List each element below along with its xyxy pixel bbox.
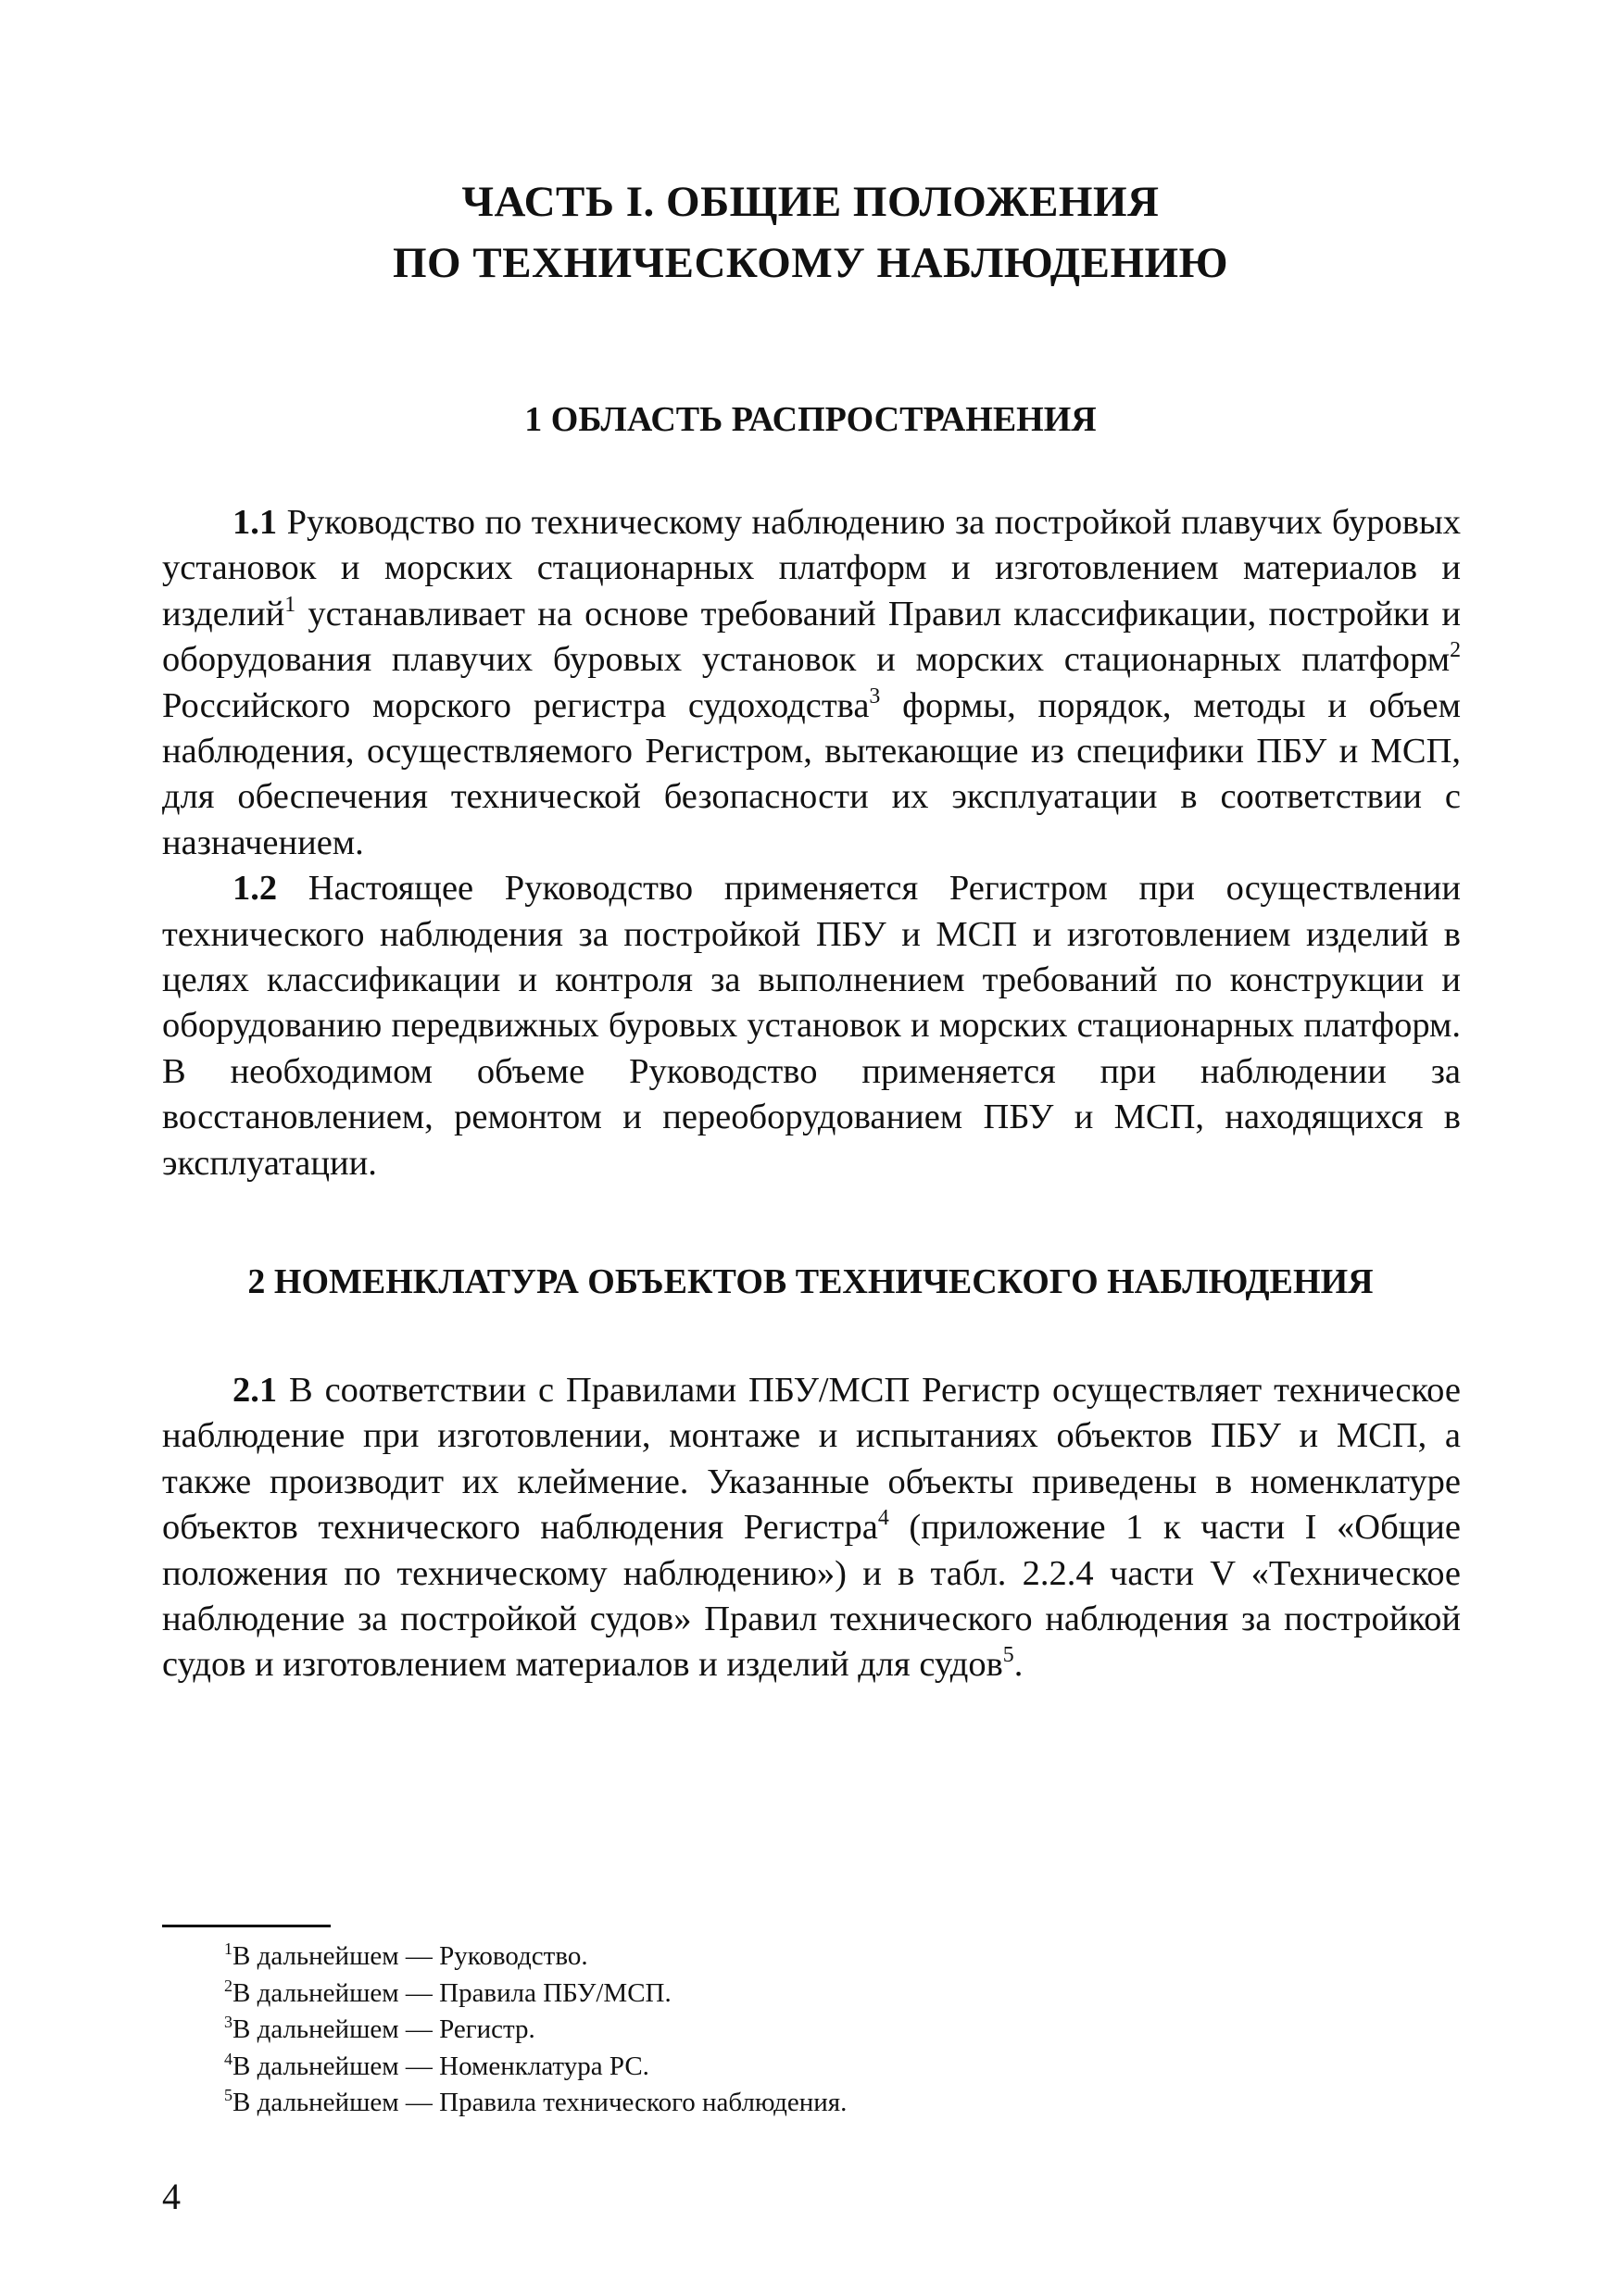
footnote-1: $^1$В дальнейшем — Руководство. (224, 1938, 588, 1971)
part-title (157, 171, 1464, 294)
paragraph-1-1: 1.1 Руководство по техническому наблюдению за постройкой плавучих буровых установок и морских стационарных платформ и изготовлением материалов и изделий$^1$ устанавливает на основе требований Правил классификации, постройки и оборудования плавучих буровых установок и морских стационарных платформ$^2$ Российского морского регистра судоходства$^3$ формы, порядок, методы и объем наблюдения, осуществляемого Регистром, вытекающие из специфики ПБУ и МСП, для обеспечения технической безопасности их эксплуатации в соответствии с назначением. (162, 503, 1461, 862)
footnote-ref-5: 5 (1002, 1643, 1014, 1668)
footnote-ref-4: 4 (877, 1506, 889, 1531)
section-1-heading: 1 ОБЛАСТЬ РАСПРОСТРАНЕНИЯ (524, 400, 1097, 439)
footnote-3: $^3$В дальнейшем — Регистр. (224, 2012, 535, 2044)
section-2-body (162, 1368, 1461, 1688)
footnote-separator (162, 1925, 331, 1927)
footnote-ref-2: 2 (1450, 638, 1461, 663)
paragraph-2-1: 2.1 В соответствии с Правилами ПБУ/МСП Регистр осуществляет техническое наблюдение при изготовлении, монтаже и испытаниях объектов ПБУ и МСП, а также производит их клеймение. Указанные объекты приведены в номенклатуре объектов технического наблюдения Регистра$^4$ (приложение 1 к части I «Общие положения по техническому наблюдению») и в табл. 2.2.4 части V «Техническое наблюдение за постройкой судов» Правил технического наблюдения за постройкой судов и изготовлением материалов и изделий для судов$^5$. (162, 1371, 1462, 1685)
part-title-line-1: ЧАСТЬ I. ОБЩИЕ ПОЛОЖЕНИЯ (461, 178, 1160, 226)
footnote-ref-1: 1 (284, 593, 296, 618)
footnote-ref-3: 3 (869, 684, 881, 709)
section-2-heading: 2 НОМЕНКЛАТУРА ОБЪЕКТОВ ТЕХНИЧЕСКОГО НАБЛЮДЕНИЯ (247, 1262, 1374, 1301)
paragraph-number: 1.2 (232, 869, 278, 909)
section-1-body (162, 500, 1461, 1186)
part-title-line-2: ПО ТЕХНИЧЕСКОМУ НАБЛЮДЕНИЮ (392, 239, 1228, 287)
paragraph-number: 1.1 (232, 503, 278, 542)
paragraph-1-2: 1.2 Настоящее Руководство применяется Регистром при осуществлении технического наблюдения за постройкой ПБУ и МСП и изготовлением изделий в целях классификации и контроля за выполнением требований по конструкции и оборудованию передвижных буровых установок и морских стационарных платформ. В необходимом объеме Руководство применяется при наблюдении за восстановлением, ремонтом и переоборудованием ПБУ и МСП, находящихся в эксплуатации. (162, 869, 1461, 1183)
paragraph-number: 2.1 (232, 1371, 278, 1410)
page-number: 4 (162, 2176, 181, 2217)
footnote-4: $^4$В дальнейшем — Номенклатура РС. (224, 2049, 649, 2081)
footnotes (224, 1938, 847, 2122)
footnote-5: $^5$В дальнейшем — Правила технического наблюдения. (224, 2085, 848, 2117)
footnote-2: $^2$В дальнейшем — Правила ПБУ/МСП. (224, 1976, 672, 2008)
